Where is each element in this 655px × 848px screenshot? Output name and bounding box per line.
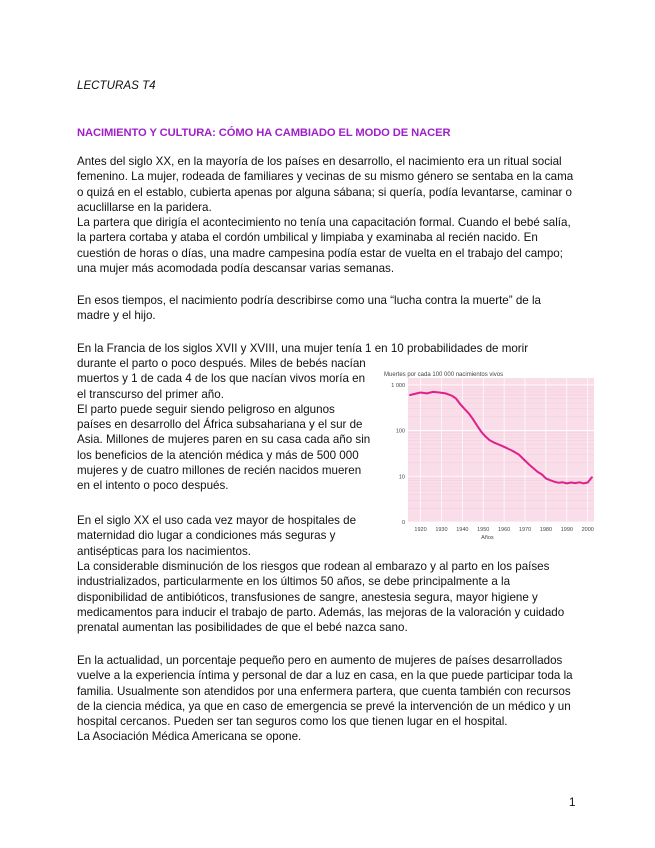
x-tick-label: 1960 [498, 527, 511, 533]
paragraph-text: En el siglo XX el uso cada vez mayor de hospitales de maternidad dio lugar a condiciones más seguras y antisépticas para los nacimientos. [77, 514, 357, 558]
plot-background [408, 378, 594, 522]
x-tick-label: 1980 [539, 527, 553, 533]
x-axis-label: Años [481, 535, 494, 541]
x-tick-label: 1950 [477, 527, 490, 533]
x-tick-label: 2000 [581, 527, 594, 533]
page-number: 1 [569, 796, 576, 809]
paragraph-text: Antes del siglo XX, en la mayoría de los países en desarrollo, el nacimiento era un ritual social femenino. La mujer, rodeada de familiares y vecinas de su mismo género se sentaba en la cama o quizá en el establo, cubierta apenas por alguna sábana; si quería, podía levantarse, caminar o acuclillarse en la paridera. [77, 155, 574, 214]
paragraph-1 [77, 154, 577, 276]
x-tick-label: 1970 [518, 527, 532, 533]
y-tick-label: 1 000 [391, 382, 405, 389]
chart-svg [378, 368, 602, 546]
y-tick-label: 100 [395, 428, 405, 435]
y-tick-label: 10 [398, 474, 405, 481]
paragraph-6 [77, 513, 372, 559]
paragraph-text: durante el parto o poco después. Miles de bebés nacían muertos y 1 de cada 4 de los que nacían vivos moría en el transcurso del primer año. [77, 357, 366, 401]
document-title: NACIMIENTO Y CULTURA: CÓMO HA CAMBIADO EL MODO DE NACER [77, 127, 451, 139]
paragraph-text: En la Francia de los siglos XVII y XVIII, una mujer tenía 1 en 10 probabilidades de morir [77, 342, 529, 355]
mortality-chart [378, 368, 602, 546]
paragraph-4-5 [77, 356, 372, 494]
chart-title: Muertes por cada 100 000 nacimientos vivos [384, 372, 504, 378]
paragraph-text: La Asociación Médica Americana se opone. [77, 730, 302, 744]
paragraph-text: El parto puede seguir siendo peligroso en algunos países en desarrollo del África subsahariana y el sur de Asia. Millones de mujeres paren en su casa cada año sin los beneficios de la atención médica y más de 500 000 mujeres y de cuatro millones de recién nacidos mueren en el intento o poco después. [77, 402, 371, 493]
paragraph-4-line [77, 341, 577, 356]
y-tick-label: 0 [401, 520, 405, 526]
paragraph-text: En la actualidad, un porcentaje pequeño pero en aumento de mujeres de países desarrollados vuelve a la experiencia íntima y personal de dar a luz en casa, en la que puede participar toda la familia. Usualmente son atendidos por una enfermera partera, que cuenta también con recursos de la ciencia médica, ya que en caso de emergencia se prevé la intervención de un médico y un hospital cercanos. Pueden ser tan seguros como los que tienen lugar en el hospital. [77, 654, 573, 729]
paragraph-text: En esos tiempos, el nacimiento podría describirse como una “lucha contra la muerte” de la madre y el hijo. [77, 294, 541, 323]
paragraph-text: La partera que dirigía el acontecimiento no tenía una capacitación formal. Cuando el bebé salía, la partera cortaba y ataba el cordón umbilical y limpiaba y examinaba al recién nacido. En cuestión de horas o días, una madre campesina podía estar de vuelta en el trabajo del campo; una mujer más acomodada podía descansar varias semanas. [77, 216, 571, 276]
x-tick-label: 1930 [435, 527, 448, 533]
x-tick-label: 1990 [560, 527, 573, 533]
paragraph-8 [77, 653, 577, 745]
page-header: LECTURAS T4 [77, 79, 156, 92]
x-tick-label: 1940 [456, 527, 469, 533]
paragraph-3 [77, 293, 577, 324]
paragraph-text: La considerable disminución de los riesgos que rodean al embarazo y al parto en los países industrializados, particularmente en los últimos 50 años, se debe principalmente a la disponibilidad de antibióticos, transfusiones de sangre, anestesia segura, mayor higiene y medicamentos para inducir el trabajo de parto. Además, las mejoras de la valoración y cuidado prenatal aumentan las posibilidades de que el bebé nazca sano. [77, 560, 565, 635]
paragraph-7 [77, 559, 577, 635]
x-tick-label: 1920 [414, 527, 427, 533]
